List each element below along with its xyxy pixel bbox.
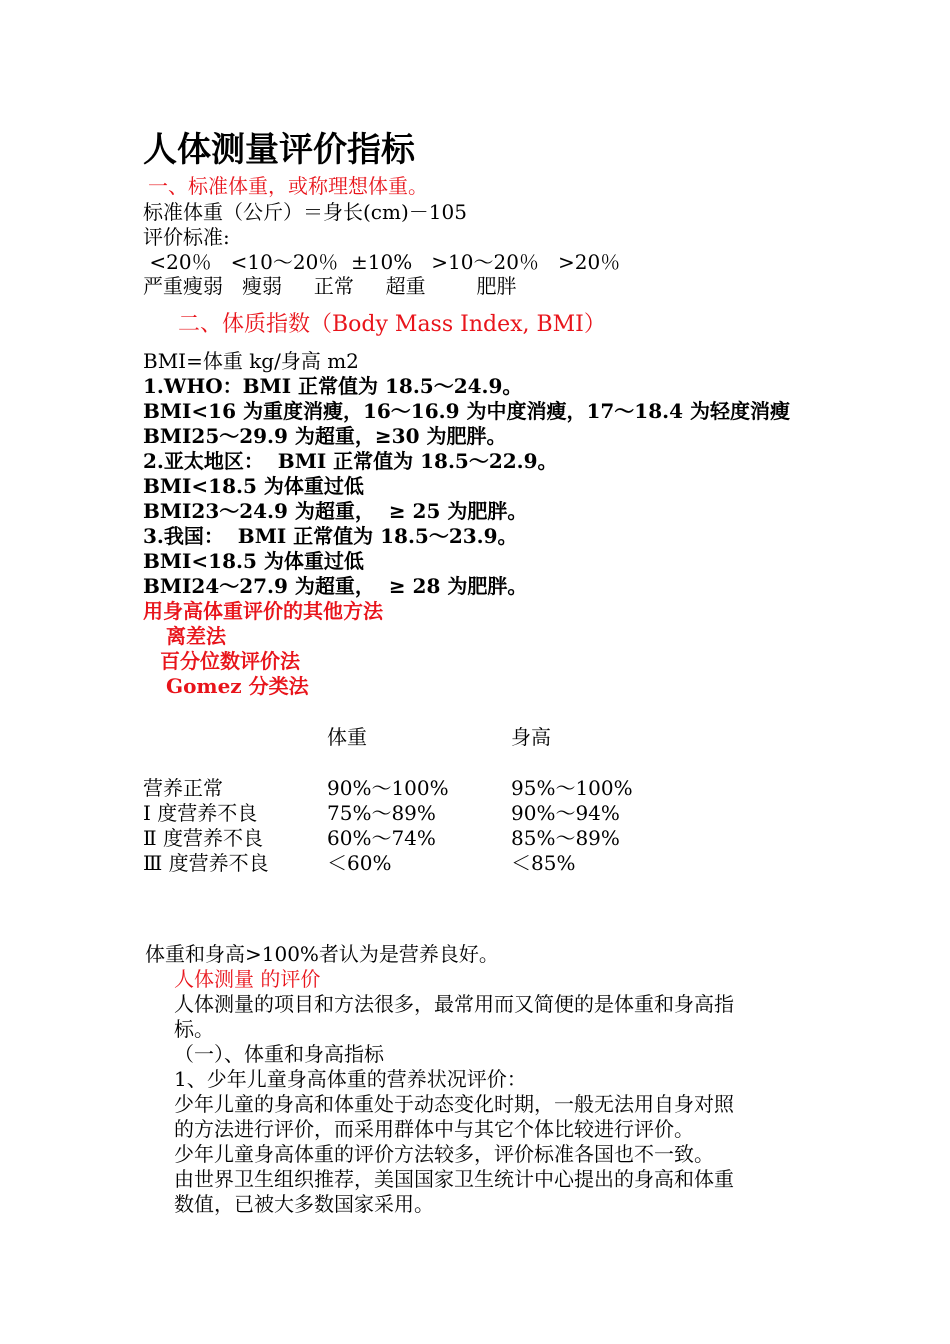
row-height: 85%～89% xyxy=(511,826,620,850)
bmi-line: BMI<16 为重度消瘦，16～16.9 为中度消瘦，17～18.4 为轻度消瘦 xyxy=(143,399,790,423)
row-label: Ⅲ 度营养不良 xyxy=(143,851,269,875)
page-title: 人体测量评价指标 xyxy=(143,130,415,170)
row-weight: 75%～89% xyxy=(327,801,436,825)
method-item: 百分位数评价法 xyxy=(160,649,300,673)
bmi-line: 3.我国： BMI 正常值为 18.5～23.9。 xyxy=(143,524,518,548)
paragraph-line: 由世界卫生组织推荐，美国国家卫生统计中心提出的身高和体重 xyxy=(174,1167,734,1191)
nutrition-note: 体重和身高>100%者认为是营养良好。 xyxy=(145,942,499,966)
standard-weight-formula: 标准体重（公斤）＝身长(cm)－105 xyxy=(143,200,467,224)
bmi-formula: BMI=体重 kg/身高 m2 xyxy=(143,349,359,373)
bmi-line: 1.WHO：BMI 正常值为 18.5～24.9。 xyxy=(143,374,523,398)
bmi-line: 2.亚太地区： BMI 正常值为 18.5～22.9。 xyxy=(143,449,558,473)
bmi-line: BMI24～27.9 为超重， ≥ 28 为肥胖。 xyxy=(143,574,528,598)
paragraph-line: 数值，已被大多数国家采用。 xyxy=(174,1192,434,1216)
criteria-ranges: <20％ <10～20％ ±10% >10～20％ >20％ xyxy=(143,250,621,274)
table-header-weight: 体重 xyxy=(327,725,367,749)
bmi-line: BMI25～29.9 为超重，≥30 为肥胖。 xyxy=(143,424,507,448)
section2-heading: 二、体质指数（Body Mass Index, BMI） xyxy=(178,312,606,337)
paragraph-line: 标。 xyxy=(174,1017,214,1041)
paragraph-line: 人体测量的项目和方法很多，最常用而又简便的是体重和身高指 xyxy=(174,992,734,1016)
section3-heading: 人体测量 的评价 xyxy=(174,967,321,991)
row-weight: 60%～74% xyxy=(327,826,436,850)
table-header-height: 身高 xyxy=(511,725,551,749)
bmi-line: BMI23～24.9 为超重， ≥ 25 为肥胖。 xyxy=(143,499,528,523)
row-label: 营养正常 xyxy=(143,776,223,800)
other-methods-heading: 用身高体重评价的其他方法 xyxy=(143,599,383,623)
row-height: 90%～94% xyxy=(511,801,620,825)
criteria-categories: 严重瘦弱 瘦弱 正常 超重 肥胖 xyxy=(143,274,517,298)
method-item: Gomez 分类法 xyxy=(166,674,309,698)
sub-heading: （一）、体重和身高指标 xyxy=(174,1042,384,1066)
method-item: 离差法 xyxy=(166,624,226,648)
bmi-line: BMI<18.5 为体重过低 xyxy=(143,549,364,573)
row-weight: 90%～100% xyxy=(327,776,449,800)
paragraph-line: 少年儿童身高体重的评价方法较多，评价标准各国也不一致。 xyxy=(174,1142,714,1166)
row-label: I 度营养不良 xyxy=(143,801,258,825)
item-heading: 1、少年儿童身高体重的营养状况评价： xyxy=(174,1067,527,1091)
criteria-label: 评价标准: xyxy=(143,225,230,249)
bmi-line: BMI<18.5 为体重过低 xyxy=(143,474,364,498)
row-height: 95%～100% xyxy=(511,776,633,800)
row-label: Ⅱ 度营养不良 xyxy=(143,826,263,850)
paragraph-line: 少年儿童的身高和体重处于动态变化时期，一般无法用自身对照 xyxy=(174,1092,734,1116)
section1-heading: 一、标准体重，或称理想体重。 xyxy=(148,174,428,198)
row-height: ＜85% xyxy=(511,851,576,875)
paragraph-line: 的方法进行评价，而采用群体中与其它个体比较进行评价。 xyxy=(174,1117,694,1141)
row-weight: ＜60% xyxy=(327,851,392,875)
